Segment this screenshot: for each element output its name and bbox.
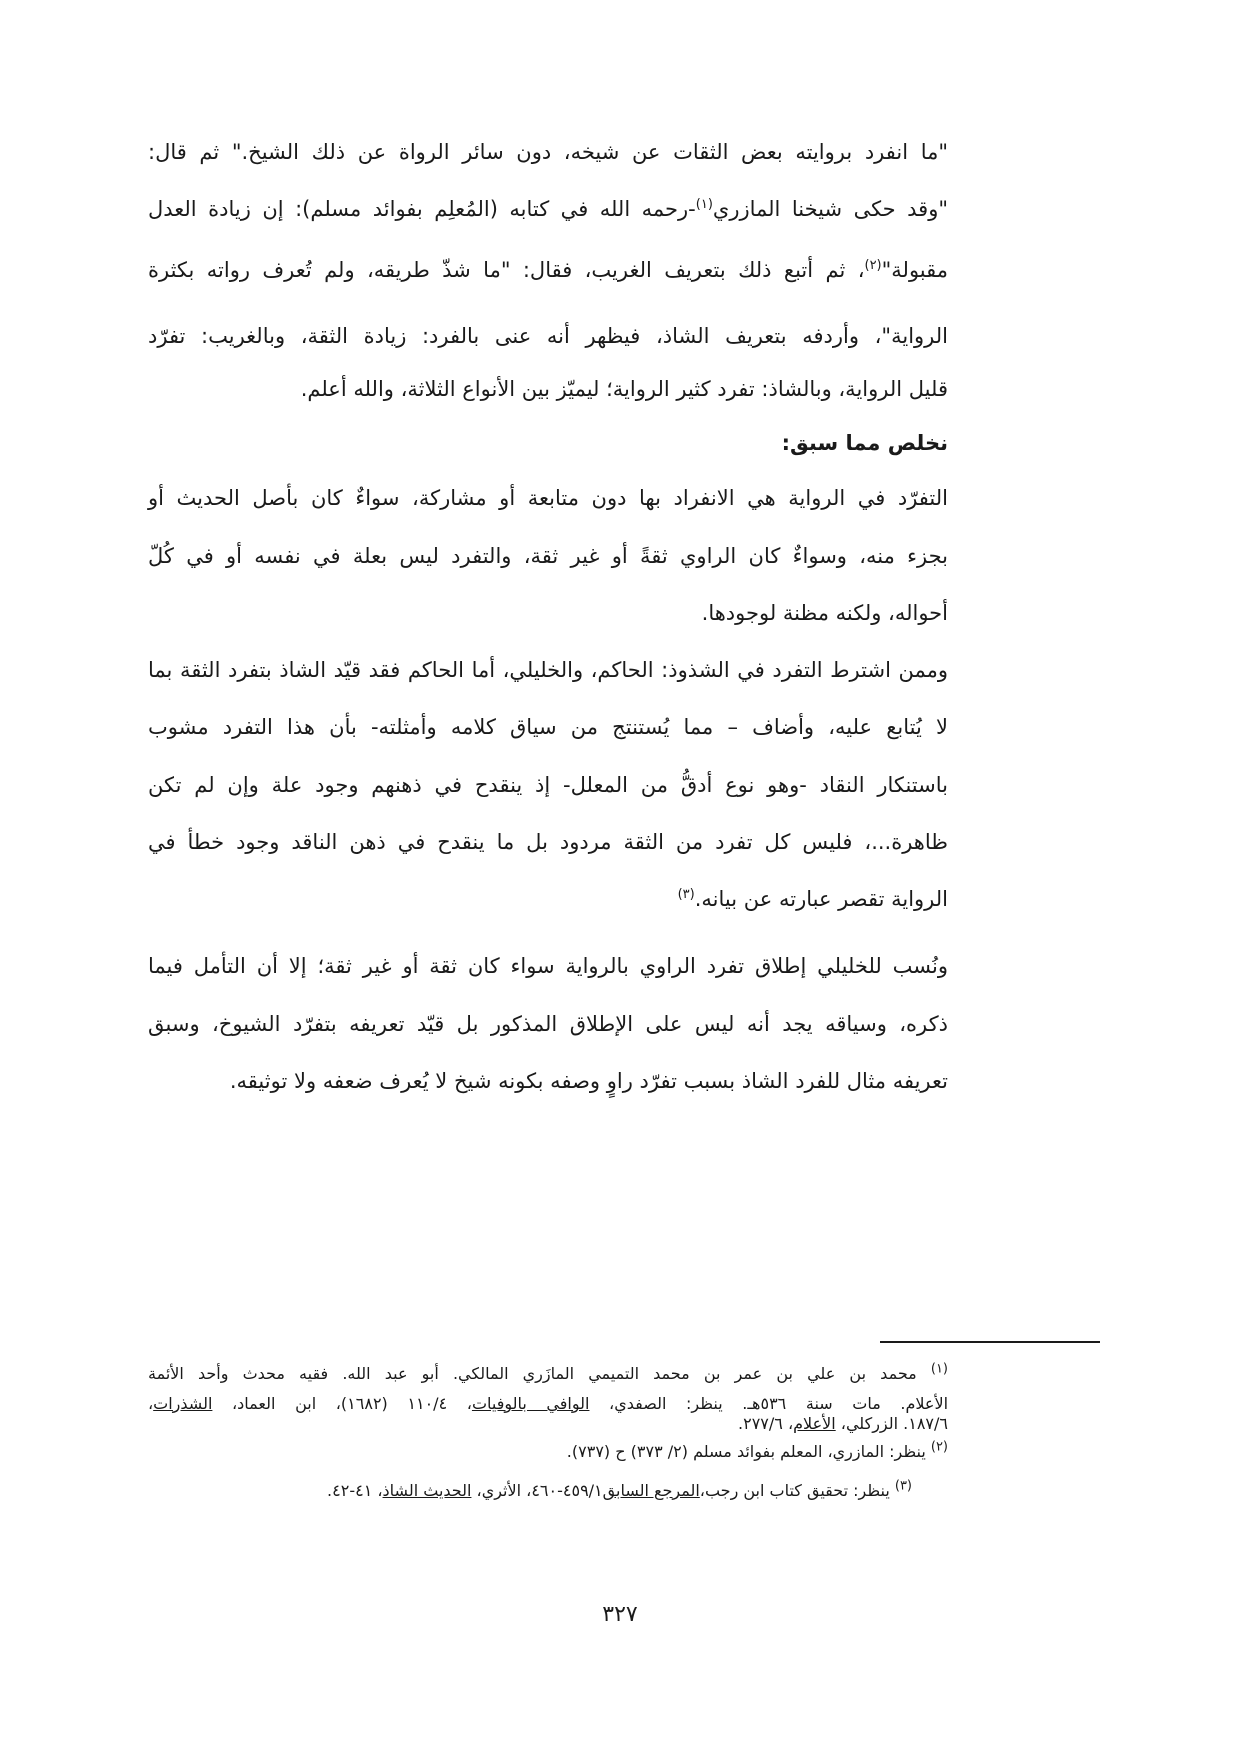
body-line-10: لا يُتابع عليه، وأضاف – مما يُستنتج من سياق كلامه وأمثلته- بأن هذا التفرد مشوب <box>148 715 948 739</box>
citation-link-marja[interactable]: المرجع السابق <box>602 1481 700 1500</box>
footnote-ref-3[interactable]: (٣) <box>677 887 695 902</box>
footnote-text: ١٨٧/٦. الزركلي، <box>835 1414 948 1433</box>
body-line-3 <box>148 255 948 285</box>
footnote-text: ينظر: تحقيق كتاب ابن رجب، <box>699 1481 890 1500</box>
footnote-3 <box>112 1480 912 1502</box>
citation-link-wafi[interactable]: الوافي بالوفيات <box>471 1394 590 1413</box>
footnote-text: ، ٢٧٧/٦. <box>738 1414 794 1433</box>
body-text: مقبولة" <box>881 258 948 282</box>
body-line-13 <box>148 884 948 914</box>
footnote-2 <box>148 1441 948 1463</box>
footnote-1-line-3 <box>148 1413 948 1435</box>
footnote-text: ، ٤١-٤٢. <box>327 1481 383 1500</box>
footnote-text: محمد بن علي بن عمر بن محمد التميمي المازَري المالكي. أبو عبد الله. فقيه محدث وأحد الأئمة <box>148 1364 917 1383</box>
body-line-7: بجزء منه، وسواءٌ كان الراوي ثقةً أو غير ثقة، والتفرد ليس بعلة في نفسه أو في كُلّ <box>148 544 948 568</box>
footnote-text: ، <box>148 1394 154 1413</box>
body-line-14: ونُسب للخليلي إطلاق تفرد الراوي بالرواية سواء كان ثقة أو غير ثقة؛ إلا أن التأمل فيما <box>148 954 948 978</box>
footnote-text: ينظر: المازري، المعلم بفوائد مسلم (٢/ ٣٧٣) ح (٧٣٧). <box>566 1442 926 1461</box>
footnote-text: ، ١١٠/٤ (١٦٨٢)، ابن العماد، <box>212 1394 472 1413</box>
body-line-2 <box>148 194 948 224</box>
footnote-marker-1: (١) <box>930 1361 948 1377</box>
body-line-1: "ما انفرد بروايته بعض الثقات عن شيخه، دون سائر الرواة عن ذلك الشيخ." ثم قال: <box>148 140 948 164</box>
footnote-separator <box>880 1341 1100 1343</box>
footnote-text: ٤٥٩/١-٤٦٠، الأثري، <box>471 1481 603 1500</box>
page-number: ٣٢٧ <box>602 1602 638 1627</box>
body-line-5: قليل الرواية، وبالشاذ: تفرد كثير الرواية؛ ليميّز بين الأنواع الثلاثة، والله أعلم. <box>300 377 948 401</box>
citation-link-shadharat[interactable]: الشذرات <box>153 1394 213 1413</box>
body-line-4: الرواية"، وأردفه بتعريف الشاذ، فيظهر أنه عنى بالفرد: زيادة الثقة، وبالغريب: تفرّد <box>148 324 948 348</box>
body-text: "وقد حكى شيخنا المازري <box>712 197 949 221</box>
body-line-12: ظاهرة...، فليس كل تفرد من الثقة مردود بل ما ينقدح في ذهن الناقد وجود خطأ في <box>148 830 948 854</box>
body-text: -رحمه الله في كتابه (المُعلِم بفوائد مسلم): إن زيادة العدل <box>148 197 696 221</box>
body-line-6: التفرّد في الرواية هي الانفراد بها دون متابعة أو مشاركة، سواءٌ كان بأصل الحديث أو <box>148 486 948 510</box>
footnote-ref-1[interactable]: (١) <box>695 197 713 212</box>
footnote-text: الأعلام. مات سنة ٥٣٦هـ. ينظر: الصفدي، <box>589 1394 949 1413</box>
body-line-8: أحواله، ولكنه مظنة لوجودها. <box>701 601 948 625</box>
footnote-1-line-1 <box>148 1363 948 1385</box>
footnote-ref-2[interactable]: (٢) <box>864 258 882 273</box>
body-line-9: وممن اشترط التفرد في الشذوذ: الحاكم، والخليلي، أما الحاكم فقد قيّد الشاذ بتفرد الثقة بما <box>148 658 948 682</box>
footnote-marker-3: (٣) <box>894 1478 912 1494</box>
section-heading: نخلص مما سبق: <box>781 431 948 455</box>
body-text: ، ثم أتبع ذلك بتعريف الغريب، فقال: "ما شذّ طريقه، ولم تُعرف رواته بكثرة <box>148 258 865 282</box>
body-line-11: باستنكار النقاد -وهو نوع أدقُّ من المعلل- إذ ينقدح في ذهنهم وجود علة وإن لم تكن <box>148 773 948 797</box>
body-line-15: ذكره، وسياقه يجد أنه ليس على الإطلاق المذكور بل قيّد تعريفه بتفرّد الشيوخ، وسبق <box>148 1012 948 1036</box>
body-line-16: تعريفه مثال للفرد الشاذ بسبب تفرّد راوٍ وصفه بكونه شيخ لا يُعرف ضعفه ولا توثيقه. <box>229 1069 948 1093</box>
footnote-marker-2: (٢) <box>930 1439 948 1455</box>
body-text: الرواية تقصر عبارته عن بيانه. <box>694 887 948 911</box>
footnote-1-line-2 <box>148 1393 948 1415</box>
citation-link-hadith-shadh[interactable]: الحديث الشاذ <box>382 1481 472 1500</box>
citation-link-alam[interactable]: الأعلام <box>793 1414 836 1433</box>
